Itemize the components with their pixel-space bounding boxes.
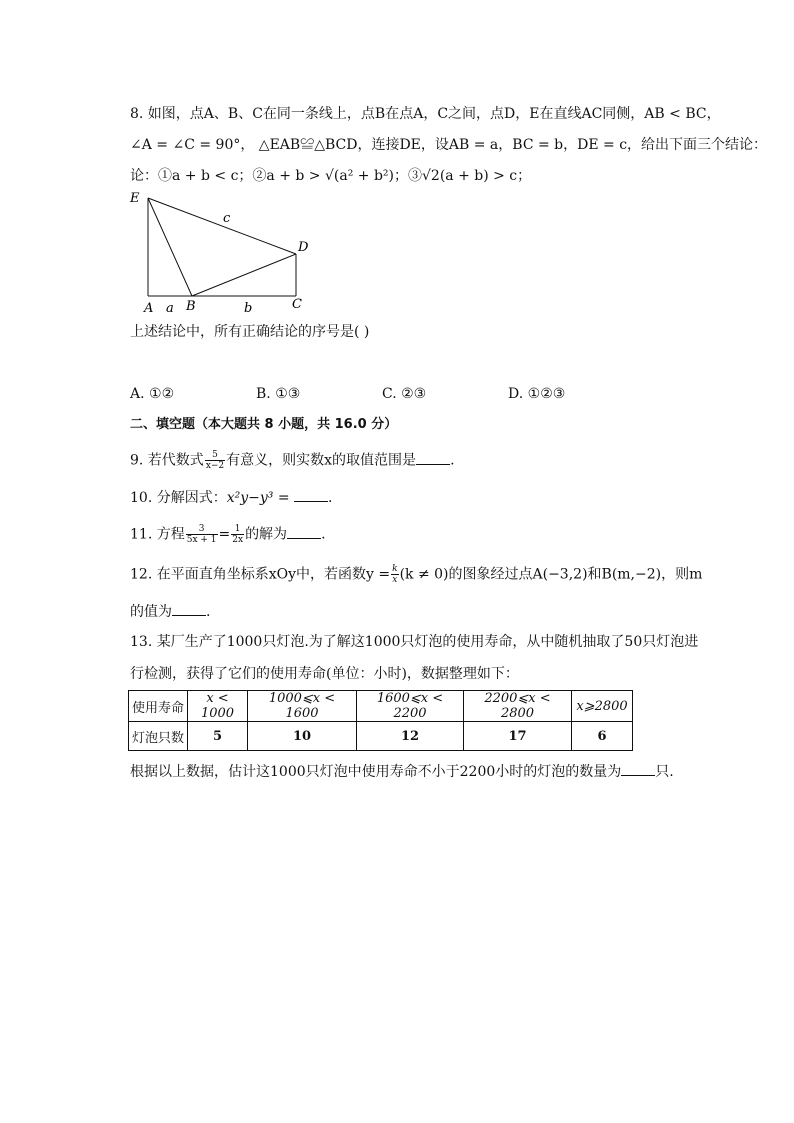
table-row	[129, 691, 633, 722]
q8-line3: 论：①a + b < c；②a + b > √(a² + b²)；③√2(a + b) > c；	[130, 168, 532, 184]
q9-fraction	[205, 450, 225, 471]
label-D: D	[298, 240, 309, 255]
q8-option-b[interactable]	[256, 384, 300, 404]
frac-den: x−2	[205, 461, 225, 471]
segment-ED	[148, 198, 296, 254]
answer-blank[interactable]	[172, 603, 206, 616]
table-cell: 2200⩽x < 2800	[464, 691, 572, 722]
table-cell: 1000⩽x < 1600	[248, 691, 357, 722]
q12-line2-text: 的值为	[130, 604, 172, 620]
answer-blank[interactable]	[287, 526, 321, 539]
option-label: B.	[256, 386, 271, 402]
option-label: C.	[382, 386, 397, 402]
q8-option-a[interactable]	[130, 384, 174, 404]
q8-option-c[interactable]	[382, 384, 426, 404]
answer-blank[interactable]	[294, 489, 328, 502]
q10	[130, 488, 332, 508]
q12-suffix: (k ≠ 0)的图象经过点A(−3,2)和B(m,−2)，则m	[399, 566, 703, 583]
q11-prefix: 11. 方程	[130, 526, 185, 543]
table-cell: 17	[464, 722, 572, 751]
label-E: E	[130, 191, 140, 206]
q11-eq: =	[218, 526, 231, 543]
table-cell: 5	[188, 722, 248, 751]
q9	[130, 450, 455, 471]
q9-prefix: 9. 若代数式	[130, 452, 204, 469]
option-text: ②③	[401, 386, 427, 402]
q8-option-d[interactable]	[508, 384, 565, 404]
section-title: 二、填空题（本大题共 8 小题，共 16.0 分）	[130, 417, 398, 432]
q12-prefix: 12. 在平面直角坐标系xOy中，若函数y =	[130, 566, 391, 583]
frac-den: 2x	[232, 535, 244, 545]
table-cell: 10	[248, 722, 357, 751]
frac-num: 3	[186, 524, 218, 535]
q12-line2	[130, 602, 210, 622]
table-cell: 1600⩽x < 2200	[357, 691, 464, 722]
lifetime-table	[128, 690, 633, 751]
q10-prefix: 10. 分解因式：	[130, 490, 227, 506]
label-A: A	[144, 301, 154, 316]
q10-expr: x²y−y³ =	[226, 490, 290, 506]
row-header: 使用寿命	[129, 691, 188, 722]
q13-line2: 行检测，获得了它们的使用寿命(单位：小时)，数据整理如下：	[130, 666, 519, 682]
table-cell: 6	[572, 722, 633, 751]
frac-den: 5x + 1	[186, 535, 217, 545]
segment-BD	[192, 254, 296, 296]
option-label: D.	[508, 386, 524, 402]
frac-num: k	[392, 564, 398, 574]
label-b: b	[244, 301, 253, 316]
label-B: B	[186, 299, 196, 314]
q11-suffix: 的解为	[245, 526, 288, 543]
q12-line1	[130, 564, 702, 585]
q11-end: .	[321, 526, 326, 543]
q8-conclusion: 上述结论中，所有正确结论的序号是( )	[130, 324, 370, 340]
option-text: ①②	[149, 386, 175, 402]
frac-num: 1	[231, 524, 244, 535]
q8-line2: ∠A = ∠C = 90°， △EAB≌△BCD，连接DE，设AB = a，BC = b，DE = c，给出下面三个结论：	[130, 137, 768, 153]
q11	[130, 524, 326, 545]
option-text: ①③	[275, 386, 301, 402]
q12-fraction	[391, 564, 398, 585]
q9-end: .	[450, 452, 455, 469]
q10-end: .	[328, 490, 333, 506]
q11-fraction-right	[231, 524, 244, 545]
table-row	[129, 722, 633, 751]
label-C: C	[292, 297, 302, 312]
answer-blank[interactable]	[416, 452, 450, 465]
q9-suffix: 有意义，则实数x的取值范围是	[226, 452, 417, 469]
row-header: 灯泡只数	[129, 722, 188, 751]
table-cell: 12	[357, 722, 464, 751]
frac-den: x	[392, 575, 398, 585]
table-cell: x < 1000	[188, 691, 248, 722]
label-c: c	[223, 211, 231, 226]
q13-end: 只.	[655, 764, 674, 780]
q13-conclusion	[130, 762, 674, 782]
option-text: ①②③	[527, 386, 566, 402]
frac-num: 5	[205, 450, 225, 461]
segment-EB	[148, 198, 192, 296]
answer-blank[interactable]	[621, 763, 655, 776]
option-label: A.	[130, 386, 145, 402]
q13-line1: 13. 某厂生产了1000只灯泡.为了解这1000只灯泡的使用寿命，从中随机抽取了50只灯泡进	[130, 634, 699, 650]
table-cell: x⩾2800	[572, 691, 633, 722]
q11-fraction-left	[186, 524, 218, 545]
q8-line1: 8. 如图，点A、B、C在同一条线上，点B在点A，C之间，点D，E在直线AC同侧，AB < BC，	[130, 106, 721, 122]
label-a: a	[166, 301, 174, 316]
q12-end: .	[206, 604, 211, 620]
q8-figure	[126, 188, 326, 316]
q13-conclusion-text: 根据以上数据，估计这1000只灯泡中使用寿命不小于2200小时的灯泡的数量为	[130, 764, 622, 780]
